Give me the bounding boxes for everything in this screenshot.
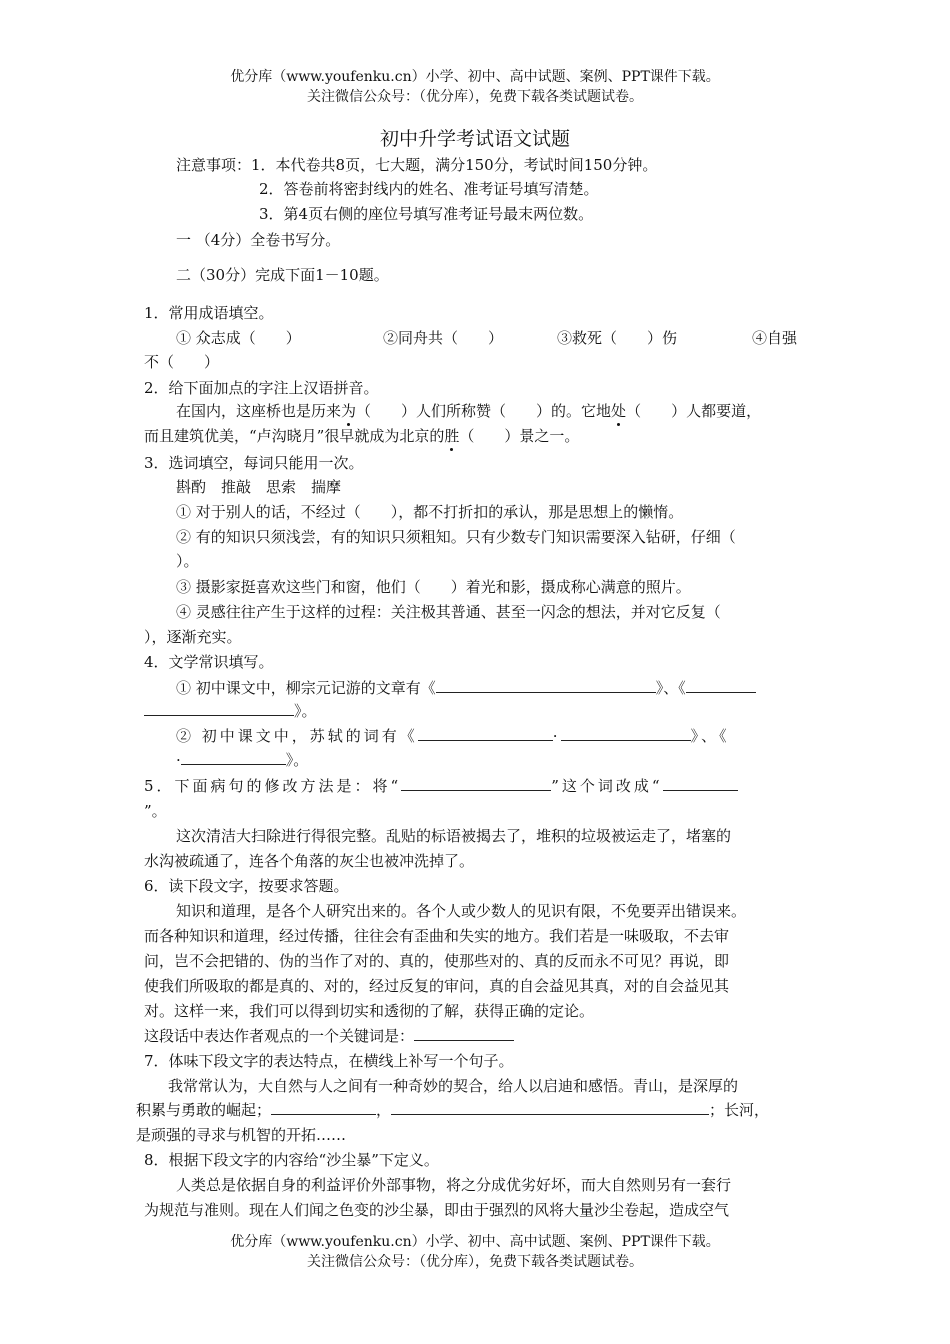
q3-sentence-3: ③ 摄影家挺喜欢这些门和窗，他们（ ）着光和影，摄成称心满意的照片。	[176, 578, 691, 596]
q2-dotted-char-1: 为	[341, 402, 357, 420]
note-3: 3．第4页右侧的座位号填写准考证号最末两位数。	[259, 205, 594, 223]
section-1-heading: 一 （4分）全卷书写分。	[176, 231, 341, 249]
q6-passage-5: 对。这样一来，我们可以得到切实和透彻的了解，获得正确的定论。	[144, 1002, 595, 1020]
q8-passage-2: 为规范与准则。现在人们闻之色变的沙尘暴，即由于强烈的风将大量沙尘卷起，造成空气	[144, 1201, 730, 1219]
q7-passage-2c: ；长河，	[709, 1101, 770, 1119]
q7-stem: 7．体味下段文字的表达特点，在横线上补写一个句子。	[144, 1052, 514, 1070]
header-line-1: 优分库（www.youfenku.cn）小学、初中、高中试题、案例、PPT课件下载。	[230, 69, 720, 85]
q4-blank-2a[interactable]	[686, 678, 756, 693]
q7-passage-2a: 积累与勇敢的崛起；	[136, 1101, 272, 1119]
q2-line-1c: （ ）人都要道，	[626, 402, 762, 420]
q2-line-1b: （ ）人们所称赞（ ）的。它地	[356, 402, 612, 420]
q5-passage-1: 这次清洁大扫除进行得很完整。乱贴的标语被揭去了，堆积的垃圾被运走了，堵塞的	[176, 827, 732, 845]
q4-item-1	[176, 677, 756, 698]
note-2: 2．答卷前将密封线内的姓名、准考证号填写清楚。	[259, 180, 599, 198]
q5-stem-a: 5．下面病句的修改方法是：将“	[144, 777, 402, 795]
q4-item-2-end: 》。	[285, 751, 309, 769]
q5-stem	[144, 775, 738, 796]
q4-item-2-sep: 》、《	[690, 727, 730, 745]
note-1: 注意事项：1．本代卷共8页，七大题，满分150分，考试时间150分钟。	[176, 156, 658, 174]
q7-passage-1: 我常常认为，大自然与人之间有一种奇妙的契合，给人以启迪和感悟。青山，是深厚的	[168, 1077, 739, 1095]
q7-blank-2[interactable]	[391, 1100, 709, 1115]
q1-continuation: 不（ ）	[144, 353, 220, 371]
q6-question-text: 这段话中表达作者观点的一个关键词是：	[144, 1027, 415, 1045]
q3-sentence-2: ② 有的知识只须浅尝，有的知识只须粗知。只有少数专门知识需要深入钻研，仔细（	[176, 528, 736, 546]
q4-item-1-end: 》。	[294, 702, 317, 720]
q6-passage-1: 知识和道理，是各个人研究出来的。各个人或少数人的见识有限，不免要弄出错误来。	[176, 902, 747, 920]
q1-option-2: ②同舟共（ ）	[383, 329, 504, 347]
q6-passage-4: 使我们所吸取的都是真的、对的，经过反复的审问，真的自会益见其真，对的自会益见其	[144, 977, 730, 995]
q4-item-1-cont	[144, 700, 317, 721]
q6-stem: 6．读下段文字，按要求答题。	[144, 877, 349, 895]
q3-stem: 3．选词填空，每词只能用一次。	[144, 454, 364, 472]
q7-passage-2	[136, 1099, 769, 1120]
q6-passage-2: 而各种知识和道理，经过传播，往往会有歪曲和失实的地方。我们若是一味吸取，不去审	[144, 927, 730, 945]
q1-stem: 1．常用成语填空。	[144, 304, 274, 322]
q2-stem: 2．给下面加点的字注上汉语拼音。	[144, 379, 379, 397]
page-title: 初中升学考试语文试题	[379, 128, 570, 150]
q4-blank-4[interactable]	[181, 750, 286, 765]
q4-item-2-cont	[176, 749, 308, 770]
footer-line-1: 优分库（www.youfenku.cn）小学、初中、高中试题、案例、PPT课件下载。	[230, 1234, 720, 1250]
q7-blank-1[interactable]	[271, 1100, 376, 1115]
q4-blank-3b[interactable]	[561, 726, 691, 741]
q6-passage-3: 问，岂不会把错的、伪的当作了对的、真的，使那些对的、真的反而永不可见？再说，即	[144, 952, 730, 970]
q3-sentence-1: ① 对于别人的话，不经过（ ），都不打折扣的承认，那是思想上的懒惰。	[176, 503, 684, 521]
q4-stem: 4．文学常识填写。	[144, 653, 274, 671]
q8-passage-1: 人类总是依据自身的利益评价外部事物，将之分成优劣好坏，而大自然则另有一套行	[176, 1176, 732, 1194]
q4-item-2	[176, 725, 730, 746]
q1-option-4: ④自强	[752, 329, 798, 347]
q1-option-3: ③救死（ ）伤	[557, 329, 678, 347]
q4-item-2-text: ② 初中课文中，苏轼的词有《	[176, 727, 418, 745]
q3-sentence-4: ④ 灵感往往产生于这样的过程：关注极其普通、甚至一闪念的想法，并对它反复（	[176, 603, 721, 621]
q4-item-2-dot-2: ·	[176, 751, 181, 769]
q4-item-2-dot-1: ·	[552, 727, 561, 745]
q5-stem-b: ”这个词改成“	[551, 777, 663, 795]
q8-stem: 8．根据下段文字的内容给“沙尘暴”下定义。	[144, 1151, 439, 1169]
section-2-heading: 二（30分）完成下面1－10题。	[176, 266, 389, 284]
q5-passage-2: 水沟被疏通了，连各个角落的灰尘也被冲洗掉了。	[144, 852, 475, 870]
q2-line-2	[144, 425, 579, 446]
q2-line-1a: 在国内，这座桥也是历来	[176, 402, 342, 420]
q5-blank-2[interactable]	[663, 776, 738, 791]
q4-item-1-sep: 》、《	[655, 679, 686, 697]
q2-line-1	[176, 400, 761, 421]
q1-option-1: ① 众志成（ ）	[176, 329, 301, 347]
q2-dotted-char-2: 处	[611, 402, 627, 420]
q6-question	[144, 1025, 514, 1046]
header-line-2: 关注微信公众号：（优分库），免费下载各类试题试卷。	[307, 89, 643, 105]
q5-blank-1[interactable]	[401, 776, 551, 791]
q4-item-1-text: ① 初中课文中，柳宗元记游的文章有《	[176, 679, 436, 697]
q6-answer-blank[interactable]	[414, 1026, 514, 1041]
footer-line-2: 关注微信公众号：（优分库），免费下载各类试题试卷。	[307, 1254, 643, 1270]
q3-word-list: 斟酌 推敲 思索 揣摩	[176, 478, 342, 496]
q4-blank-3a[interactable]	[418, 726, 553, 741]
q5-stem-end: ”。	[144, 802, 167, 820]
q2-line-2b: （ ）景之一。	[459, 427, 580, 445]
q7-passage-2b: ，	[376, 1101, 392, 1119]
q2-dotted-char-3: 胜	[444, 427, 460, 445]
q2-line-2a: 而且建筑优美，“卢沟晓月”很早就成为北京的	[144, 427, 445, 445]
q4-blank-1[interactable]	[436, 678, 656, 693]
q4-blank-2b[interactable]	[144, 701, 294, 716]
q3-sentence-4-end: ），逐渐充实。	[144, 628, 242, 646]
q3-sentence-2-end: ）。	[176, 552, 199, 570]
q7-passage-3: 是顽强的寻求与机智的开拓……	[136, 1126, 347, 1144]
